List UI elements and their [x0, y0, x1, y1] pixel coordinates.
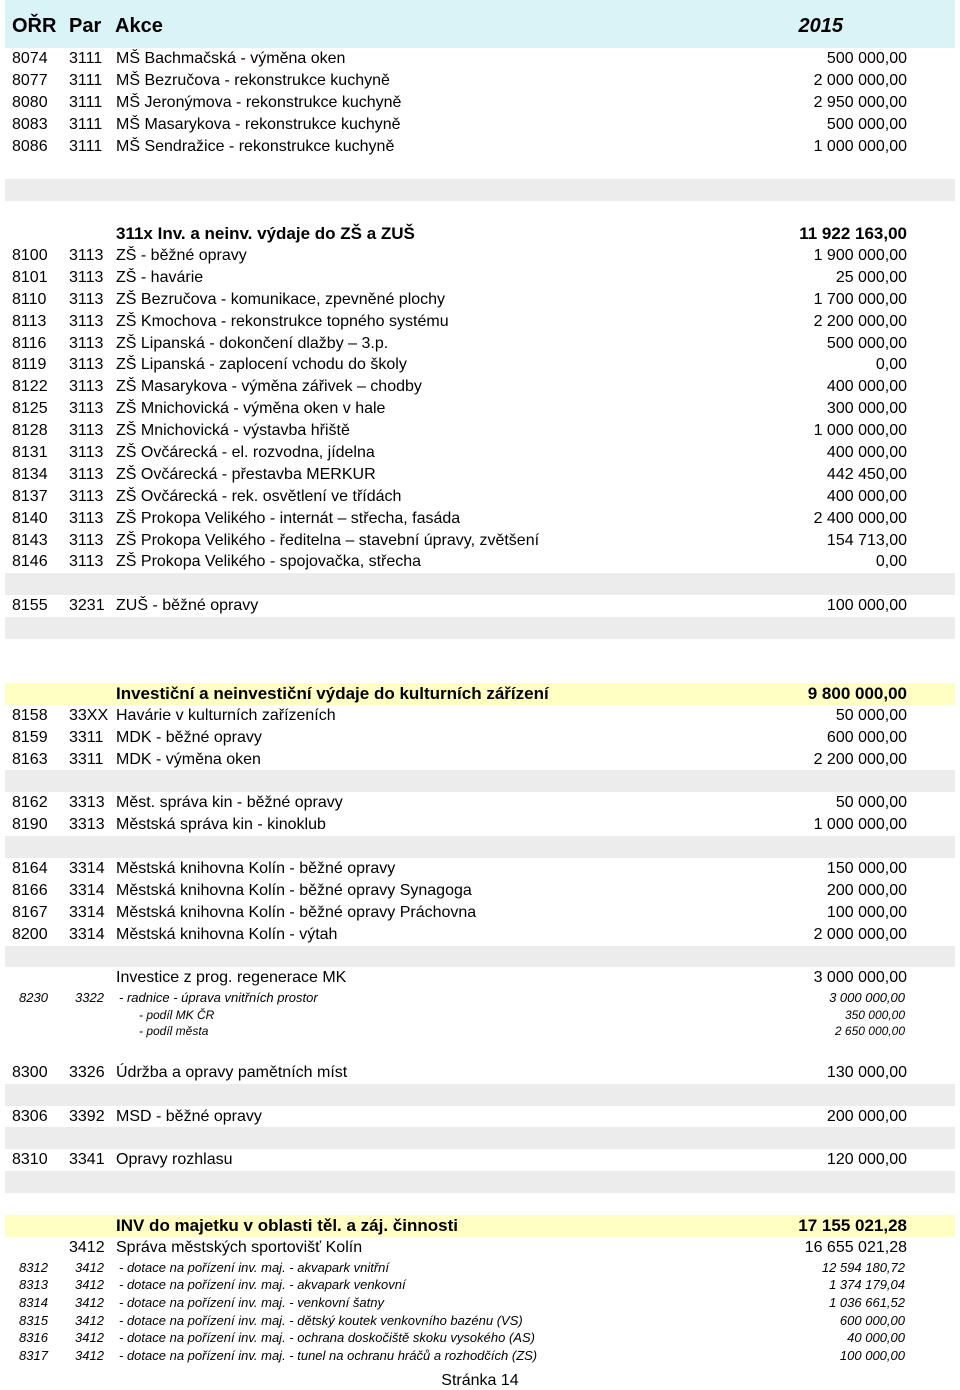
table-row — [5, 1106, 955, 1128]
cell-par: 3113 — [69, 247, 104, 265]
cell-amount: 0,00 — [875, 553, 907, 571]
cell-orr: 8128 — [12, 422, 48, 440]
cell-amount: 154 713,00 — [826, 531, 907, 549]
cell-par: 3113 — [69, 268, 104, 286]
cell-orr: 8166 — [12, 881, 48, 899]
cell-par: 3111 — [69, 50, 103, 67]
cell-akce: ZŠ Prokopa Velikého - spojovačka, střecha — [116, 553, 422, 571]
cell-akce: Opravy rozhlasu — [116, 1151, 233, 1169]
table-row — [5, 442, 955, 464]
cell-orr: 8083 — [12, 115, 48, 133]
cell-amount: 442 450,00 — [826, 465, 907, 483]
cell-akce: MDK - výměna oken — [116, 750, 261, 768]
cell-par: 3111 — [69, 93, 103, 111]
cell-amount: 1 000 000,00 — [813, 422, 907, 440]
cell-par: 3113 — [69, 378, 104, 396]
cell-amount: 9 800 000,00 — [807, 683, 907, 703]
cell-akce: - dotace na pořízení inv. maj. - dětský koutek venkovního bazénu (VS) — [119, 1312, 523, 1328]
cell-par: 3314 — [69, 859, 105, 877]
cell-akce: MŠ Bezručova - rekonstrukce kuchyně — [116, 71, 390, 89]
cell-par: 3412 — [75, 1347, 104, 1363]
cell-akce: Investice z prog. regenerace MK — [116, 969, 347, 987]
cell-amount: 50 000,00 — [835, 706, 907, 724]
cell-amount: 100 000,00 — [839, 1347, 905, 1363]
section-row — [5, 1215, 955, 1237]
cell-par: 3113 — [69, 312, 104, 330]
cell-amount: 40 000,00 — [847, 1330, 905, 1346]
cell-orr: 8317 — [19, 1347, 48, 1363]
cell-amount: 1 374 179,04 — [829, 1277, 905, 1293]
cell-par: 3113 — [69, 531, 104, 549]
cell-akce: INV do majetku v oblasti těl. a záj. činnosti — [116, 1216, 458, 1236]
cell-akce: 311x Inv. a neinv. výdaje do ZŠ a ZUŠ — [116, 224, 415, 244]
table-row — [5, 858, 955, 880]
table-row — [5, 705, 955, 727]
cell-akce: Měst. správa kin - běžné opravy — [116, 794, 343, 812]
cell-akce: - dotace na pořízení inv. maj. - akvapark vnitřní — [119, 1259, 389, 1275]
table-row — [5, 902, 955, 924]
section-row — [5, 683, 955, 705]
cell-akce: Městská knihovna Kolín - běžné opravy Práchovna — [116, 903, 477, 921]
table-row — [5, 792, 955, 814]
cell-par: 3412 — [75, 1312, 104, 1328]
cell-akce: Městská knihovna Kolín - běžné opravy — [116, 859, 396, 877]
cell-akce: Správa městských sportovišť Kolín — [116, 1238, 363, 1256]
cell-par: 3111 — [69, 71, 103, 89]
cell-amount: 1 036 661,52 — [829, 1294, 905, 1310]
detail-row — [5, 1312, 955, 1330]
cell-orr: 8190 — [12, 816, 48, 834]
cell-akce: Havárie v kulturních zařízeních — [116, 706, 336, 724]
cell-akce: MŠ Bachmačská - výměna oken — [116, 50, 346, 67]
cell-amount: 3 000 000,00 — [829, 990, 905, 1006]
cell-amount: 12 594 180,72 — [821, 1259, 905, 1275]
cell-akce: ZŠ Prokopa Velikého - internát – střecha, fasáda — [116, 509, 461, 527]
cell-akce: Městská knihovna Kolín - běžné opravy Synagoga — [116, 881, 472, 899]
table-row — [5, 136, 955, 158]
cell-par: 3231 — [69, 597, 105, 615]
spacer-row — [5, 946, 955, 968]
header-orr: OŘR — [12, 15, 57, 37]
spacer-row — [5, 770, 955, 792]
cell-akce: ZŠ Mnichovická - výměna oken v hale — [116, 400, 386, 418]
cell-amount: 2 200 000,00 — [813, 312, 907, 330]
cell-orr: 8158 — [12, 706, 48, 724]
share-row — [5, 1023, 955, 1040]
cell-amount: 3 000 000,00 — [813, 969, 907, 987]
cell-par: 3111 — [69, 115, 103, 133]
cell-par: 3412 — [75, 1259, 104, 1275]
cell-amount: 1 700 000,00 — [813, 290, 907, 308]
cell-orr: 8230 — [19, 990, 48, 1006]
spacer-row — [5, 1127, 955, 1149]
cell-amount: 0,00 — [875, 356, 907, 374]
cell-amount: 25 000,00 — [835, 268, 907, 286]
detail-row — [5, 1276, 955, 1294]
spacer-row — [5, 157, 955, 179]
cell-orr: 8131 — [12, 444, 48, 462]
table-body — [5, 48, 955, 1364]
cell-orr: 8080 — [12, 93, 48, 111]
header-akce: Akce — [115, 15, 163, 37]
cell-orr: 8313 — [19, 1277, 48, 1293]
cell-akce: ZŠ Masarykova - výměna zářivek – chodby — [116, 378, 422, 396]
cell-akce: ZŠ Mnichovická - výstavba hřiště — [116, 422, 350, 440]
cell-par: 3113 — [69, 487, 104, 505]
cell-par: 3311 — [69, 750, 104, 768]
cell-akce: ZŠ Kmochova - rekonstrukce topného systému — [116, 312, 449, 330]
spacer-row — [5, 179, 955, 201]
table-row — [5, 289, 955, 311]
share-row — [5, 1007, 955, 1024]
cell-orr: 8113 — [12, 312, 47, 330]
cell-par: 3113 — [69, 422, 104, 440]
table-row — [5, 1062, 955, 1084]
cell-amount: 200 000,00 — [826, 881, 907, 899]
table-row — [5, 486, 955, 508]
table-row — [5, 595, 955, 617]
detail-row — [5, 1347, 955, 1365]
table-row — [5, 398, 955, 420]
table-row — [5, 267, 955, 289]
table-row — [5, 551, 955, 573]
cell-par: 3113 — [69, 356, 104, 374]
cell-akce: ZŠ - běžné opravy — [116, 247, 247, 265]
cell-orr: 8137 — [12, 487, 48, 505]
cell-par: 3111 — [69, 137, 103, 155]
cell-orr: 8143 — [12, 531, 48, 549]
cell-orr: 8119 — [12, 356, 47, 374]
cell-akce: - radnice - úprava vnitřních prostor — [119, 990, 318, 1006]
cell-orr: 8155 — [12, 597, 48, 615]
table-row — [5, 70, 955, 92]
cell-akce: MŠ Sendražice - rekonstrukce kuchyně — [116, 137, 395, 155]
cell-orr: 8159 — [12, 728, 48, 746]
cell-par: 33XX — [69, 706, 109, 724]
table-row — [5, 749, 955, 771]
cell-par: 3326 — [69, 1063, 105, 1081]
cell-akce: - podíl města — [139, 1024, 209, 1039]
cell-amount: 500 000,00 — [826, 50, 907, 67]
spacer-row — [5, 661, 955, 683]
cell-orr: 8167 — [12, 903, 48, 921]
cell-akce: - dotace na pořízení inv. maj. - akvapark venkovní — [119, 1277, 406, 1293]
table-row — [5, 924, 955, 946]
cell-akce: MSD - běžné opravy — [116, 1107, 262, 1125]
cell-amount: 400 000,00 — [826, 487, 907, 505]
cell-akce: Údržba a opravy pamětních míst — [116, 1063, 348, 1081]
table-row — [5, 967, 955, 989]
cell-orr: 8316 — [19, 1330, 48, 1346]
table-row — [5, 311, 955, 333]
cell-akce: ZŠ Ovčárecká - el. rozvodna, jídelna — [116, 444, 375, 462]
section-row — [5, 223, 955, 245]
spacer-row — [5, 1193, 955, 1215]
cell-amount: 600 000,00 — [826, 728, 907, 746]
cell-orr: 8140 — [12, 509, 48, 527]
cell-amount: 2 000 000,00 — [813, 71, 907, 89]
spacer-row — [5, 639, 955, 661]
cell-par: 3113 — [69, 553, 104, 571]
cell-akce: MŠ Masarykova - rekonstrukce kuchyně — [116, 115, 401, 133]
cell-par: 3113 — [69, 400, 104, 418]
table-row — [5, 354, 955, 376]
cell-akce: - dotace na pořízení inv. maj. - ochrana doskočiště skoku vysokého (AS) — [119, 1330, 535, 1346]
cell-orr: 8164 — [12, 859, 48, 877]
cell-amount: 17 155 021,28 — [798, 1216, 907, 1236]
cell-akce: ZŠ Lipanská - dokončení dlažby – 3.p. — [116, 334, 389, 352]
spacer-row — [5, 573, 955, 595]
page-number: Stránka 14 — [441, 1372, 519, 1389]
cell-akce: ZŠ - havárie — [116, 268, 204, 286]
cell-amount: 1 000 000,00 — [813, 137, 907, 155]
cell-par: 3412 — [75, 1330, 104, 1346]
cell-akce: - podíl MK ČR — [139, 1007, 215, 1022]
cell-orr: 8310 — [12, 1151, 48, 1169]
cell-orr: 8110 — [12, 290, 47, 308]
table-row — [5, 420, 955, 442]
cell-par: 3314 — [69, 903, 105, 921]
cell-amount: 50 000,00 — [835, 794, 907, 812]
cell-akce: Investiční a neinvestiční výdaje do kulturních zářízení — [116, 683, 549, 703]
cell-amount: 200 000,00 — [826, 1107, 907, 1125]
cell-par: 3412 — [75, 1277, 104, 1293]
cell-par: 3314 — [69, 925, 105, 943]
cell-par: 3113 — [69, 444, 104, 462]
cell-orr: 8077 — [12, 71, 48, 89]
cell-par: 3341 — [69, 1151, 105, 1169]
cell-amount: 150 000,00 — [826, 859, 907, 877]
cell-akce: - dotace na pořízení inv. maj. - tunel na ochranu hráčů a rozhodčích (ZS) — [119, 1347, 538, 1363]
cell-par: 3113 — [69, 290, 104, 308]
cell-orr: 8074 — [12, 50, 48, 67]
table-row — [5, 1149, 955, 1171]
cell-amount: 2 400 000,00 — [813, 509, 907, 527]
detail-row — [5, 1259, 955, 1277]
cell-orr: 8315 — [19, 1312, 48, 1328]
cell-akce: MDK - běžné opravy — [116, 728, 262, 746]
spacer-row — [5, 836, 955, 858]
cell-akce: Městská knihovna Kolín - výtah — [116, 925, 338, 943]
table-row — [5, 880, 955, 902]
cell-amount: 120 000,00 — [826, 1151, 907, 1169]
cell-akce: ZŠ Lipanská - zaplocení vchodu do školy — [116, 356, 407, 374]
cell-orr: 8200 — [12, 925, 48, 943]
cell-amount: 300 000,00 — [826, 400, 907, 418]
table-row — [5, 245, 955, 267]
cell-amount: 400 000,00 — [826, 444, 907, 462]
table-row — [5, 92, 955, 114]
detail-row — [5, 1329, 955, 1347]
cell-orr: 8101 — [12, 268, 48, 286]
table-row — [5, 814, 955, 836]
cell-amount: 2 650 000,00 — [834, 1024, 905, 1039]
cell-akce: - dotace na pořízení inv. maj. - venkovní šatny — [119, 1294, 384, 1310]
cell-amount: 350 000,00 — [844, 1007, 905, 1022]
spacer-row — [5, 1040, 955, 1062]
cell-amount: 16 655 021,28 — [804, 1238, 907, 1256]
cell-amount: 500 000,00 — [826, 334, 907, 352]
cell-orr: 8306 — [12, 1107, 48, 1125]
cell-amount: 2 000 000,00 — [813, 925, 907, 943]
cell-par: 3412 — [75, 1294, 104, 1310]
spacer-row — [5, 201, 955, 223]
cell-orr: 8163 — [12, 750, 48, 768]
cell-akce: Městská správa kin - kinoklub — [116, 816, 326, 834]
detail-row — [5, 1294, 955, 1312]
spacer-row — [5, 1084, 955, 1106]
cell-orr: 8086 — [12, 137, 48, 155]
cell-orr: 8122 — [12, 378, 48, 396]
table-row — [5, 114, 955, 136]
cell-amount: 11 922 163,00 — [799, 224, 907, 244]
cell-orr: 8116 — [12, 334, 47, 352]
cell-par: 3392 — [69, 1107, 105, 1125]
cell-amount: 500 000,00 — [826, 115, 907, 133]
budget-sheet — [5, 0, 955, 1364]
table-row — [5, 1237, 955, 1259]
cell-par: 3314 — [69, 881, 105, 899]
table-row — [5, 530, 955, 552]
cell-akce: ZUŠ - běžné opravy — [116, 597, 259, 615]
header-par: Par — [69, 15, 102, 37]
spacer-row — [5, 1171, 955, 1193]
cell-par: 3113 — [69, 465, 104, 483]
cell-amount: 1 000 000,00 — [813, 816, 907, 834]
cell-par: 3113 — [69, 509, 104, 527]
cell-orr: 8134 — [12, 465, 48, 483]
cell-amount: 100 000,00 — [826, 597, 907, 615]
cell-akce: ZŠ Bezručova - komunikace, zpevněné plochy — [116, 290, 446, 308]
cell-akce: ZŠ Prokopa Velikého - ředitelna – stavební úpravy, zvětšení — [116, 531, 540, 549]
cell-par: 3313 — [69, 794, 105, 812]
spacer-row — [5, 617, 955, 639]
cell-akce: ZŠ Ovčárecká - přestavba MERKUR — [116, 465, 376, 483]
cell-orr: 8312 — [19, 1259, 48, 1275]
detail-row — [5, 989, 955, 1007]
table-row — [5, 464, 955, 486]
cell-orr: 8100 — [12, 247, 48, 265]
cell-par: 3311 — [69, 728, 104, 746]
cell-amount: 400 000,00 — [826, 378, 907, 396]
cell-akce: MŠ Jeronýmova - rekonstrukce kuchyně — [116, 93, 402, 111]
cell-amount: 100 000,00 — [826, 903, 907, 921]
table-row — [5, 48, 955, 70]
cell-amount: 2 200 000,00 — [813, 750, 907, 768]
cell-par: 3113 — [69, 334, 104, 352]
table-row — [5, 376, 955, 398]
cell-orr: 8146 — [12, 553, 48, 571]
table-row — [5, 727, 955, 749]
header-year: 2015 — [798, 15, 843, 37]
cell-orr: 8300 — [12, 1063, 48, 1081]
cell-par: 3313 — [69, 816, 105, 834]
cell-par: 3412 — [69, 1238, 105, 1256]
cell-par: 3322 — [75, 990, 104, 1006]
cell-orr: 8314 — [19, 1294, 48, 1310]
cell-akce: ZŠ Ovčárecká - rek. osvětlení ve třídách — [116, 487, 402, 505]
cell-amount: 1 900 000,00 — [813, 247, 907, 265]
cell-amount: 600 000,00 — [839, 1312, 905, 1328]
cell-amount: 2 950 000,00 — [813, 93, 907, 111]
cell-amount: 130 000,00 — [826, 1063, 907, 1081]
table-row — [5, 333, 955, 355]
header-row — [5, 0, 955, 48]
table-row — [5, 508, 955, 530]
cell-orr: 8162 — [12, 794, 48, 812]
cell-orr: 8125 — [12, 400, 48, 418]
